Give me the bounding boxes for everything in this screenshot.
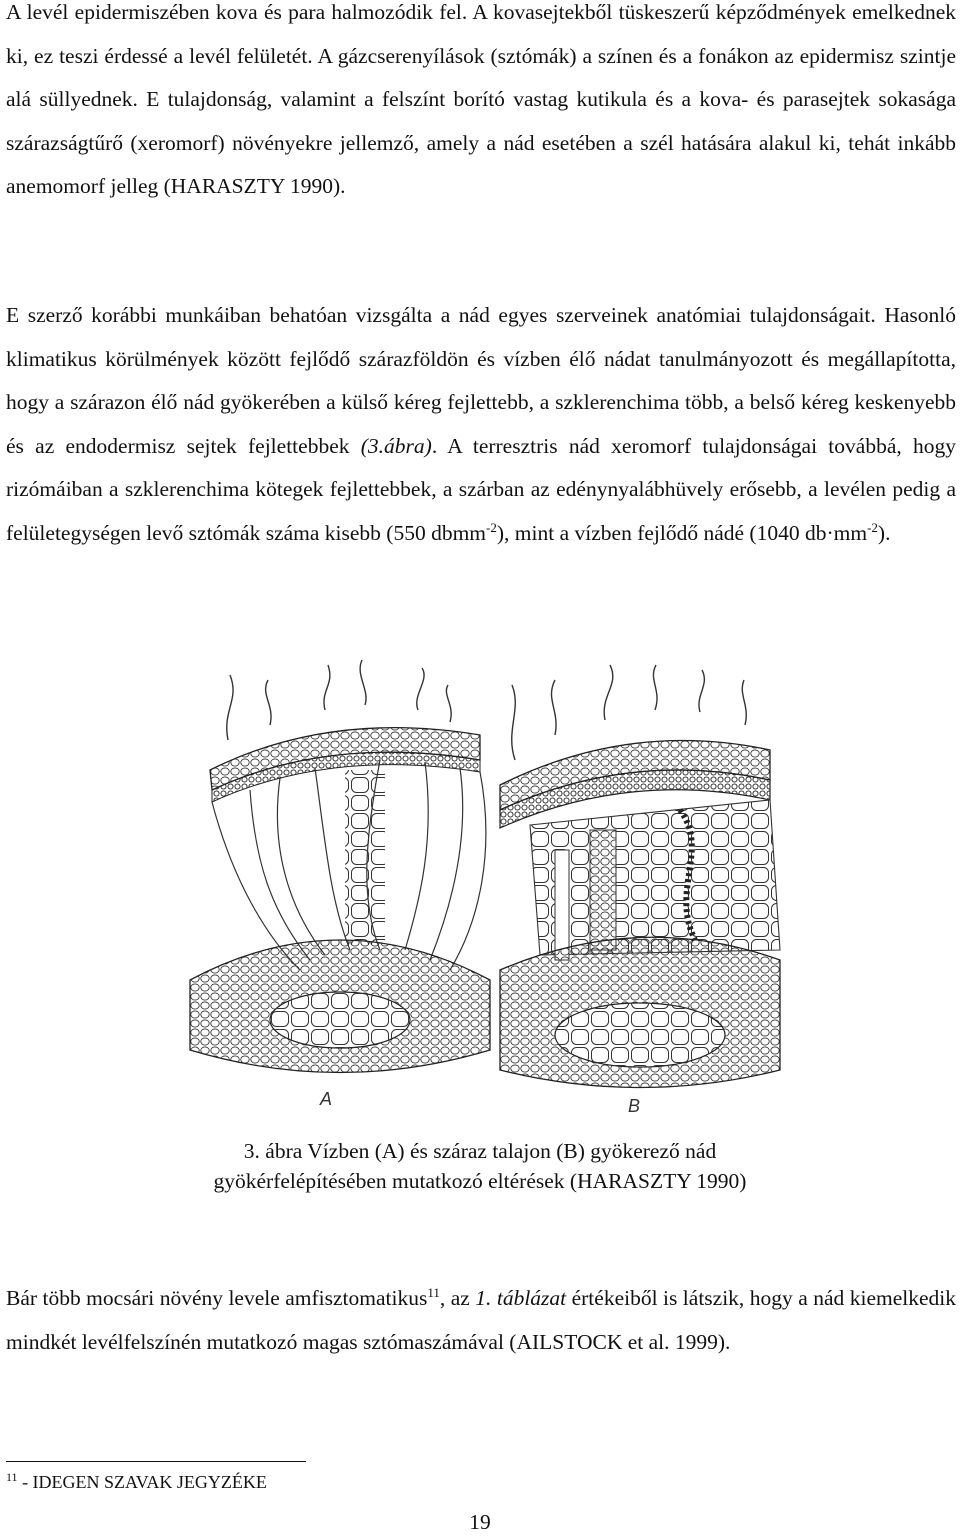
paragraph-text: ), mint a vízben fejlődő nádé (1040 db·mm <box>496 520 868 545</box>
footnote-marker[interactable]: 11 <box>427 1284 440 1300</box>
paragraph-text: ). <box>877 520 891 545</box>
paragraph-root-anatomy <box>6 294 956 555</box>
section-a <box>190 660 490 1109</box>
paragraph-text: E szerző korábbi munkáiban behatóan vizsgálta a nád egyes szerveinek anatómiai tulajdonságait. Hasonló klimatikus körülmények között fejlődő szárazföldön és vízben élő nádat tanulmányozott és megállapította, hogy a szárazon élő nád gyökerében a külső kéreg fejlettebb, a szklerenchima több, a belső kéreg keskenyebb és az endodermisz sejtek fejlettebbek <box>6 303 956 458</box>
figure-reference: (3.ábra) <box>360 433 432 458</box>
page-number: 19 <box>469 1510 491 1534</box>
footnote-divider <box>6 1461 306 1462</box>
footnote-text: - IDEGEN SZAVAK JEGYZÉKE <box>17 1472 267 1492</box>
table-reference: 1. táblázat <box>475 1286 567 1310</box>
footnote-number: 11 <box>6 1470 18 1484</box>
figure-label-a: A <box>320 1089 333 1109</box>
paragraph-text: , az <box>439 1286 476 1310</box>
paragraph-text: Bár több mocsári növény levele amfisztomatikus <box>6 1286 428 1310</box>
superscript: -2 <box>486 519 497 535</box>
paragraph-epidermis <box>6 0 956 209</box>
root-illustration <box>150 650 810 1125</box>
root-cross-section-figure <box>150 650 810 1125</box>
superscript: -2 <box>867 519 878 535</box>
paragraph-stomata <box>6 1277 956 1364</box>
figure-label-b: B <box>628 1096 641 1116</box>
footnote <box>6 1470 267 1494</box>
paragraph-text: értékeiből is látszik, hogy a nád kiemelkedik mindkét levélfelszínén mutatkozó magas sztómaszámával (AILSTOCK et al. 1999). <box>6 1286 956 1354</box>
paragraph-text: . A terresztris nád xeromorf tulajdonságai továbbá, hogy rizómáiban a szklerenchima kötegek fejlettebbek, a szárban az edénynyalábhüvely erősebb, a levélen pedig a felületegységen levő sztómák száma kisebb (550 dbmm <box>6 433 956 545</box>
section-b <box>500 665 780 1116</box>
figure-caption: 3. ábra Vízben (A) és száraz talajon (B) gyökerező nád gyökérfelépítésében mutatkozó eltérések (HARASZTY 1990) <box>213 1139 747 1193</box>
paragraph-text: A levél epidermiszében kova és para halmozódik fel. A kovasejtekből tüskeszerű képződmények emelkednek ki, ez teszi érdessé a levél felületét. A gázcserenyílások (sztómák) a színen és a fonákon az epidermisz szintje alá süllyednek. E tulajdonság, valamint a felszínt borító vastag kutikula és a kova- és parasejtek sokasága szárazságtűrő (xeromorf) növényekre jellemző, amely a nád esetében a szél hatására alakul ki, tehát inkább anemomorf jelleg (HARASZTY 1990). <box>6 0 956 198</box>
